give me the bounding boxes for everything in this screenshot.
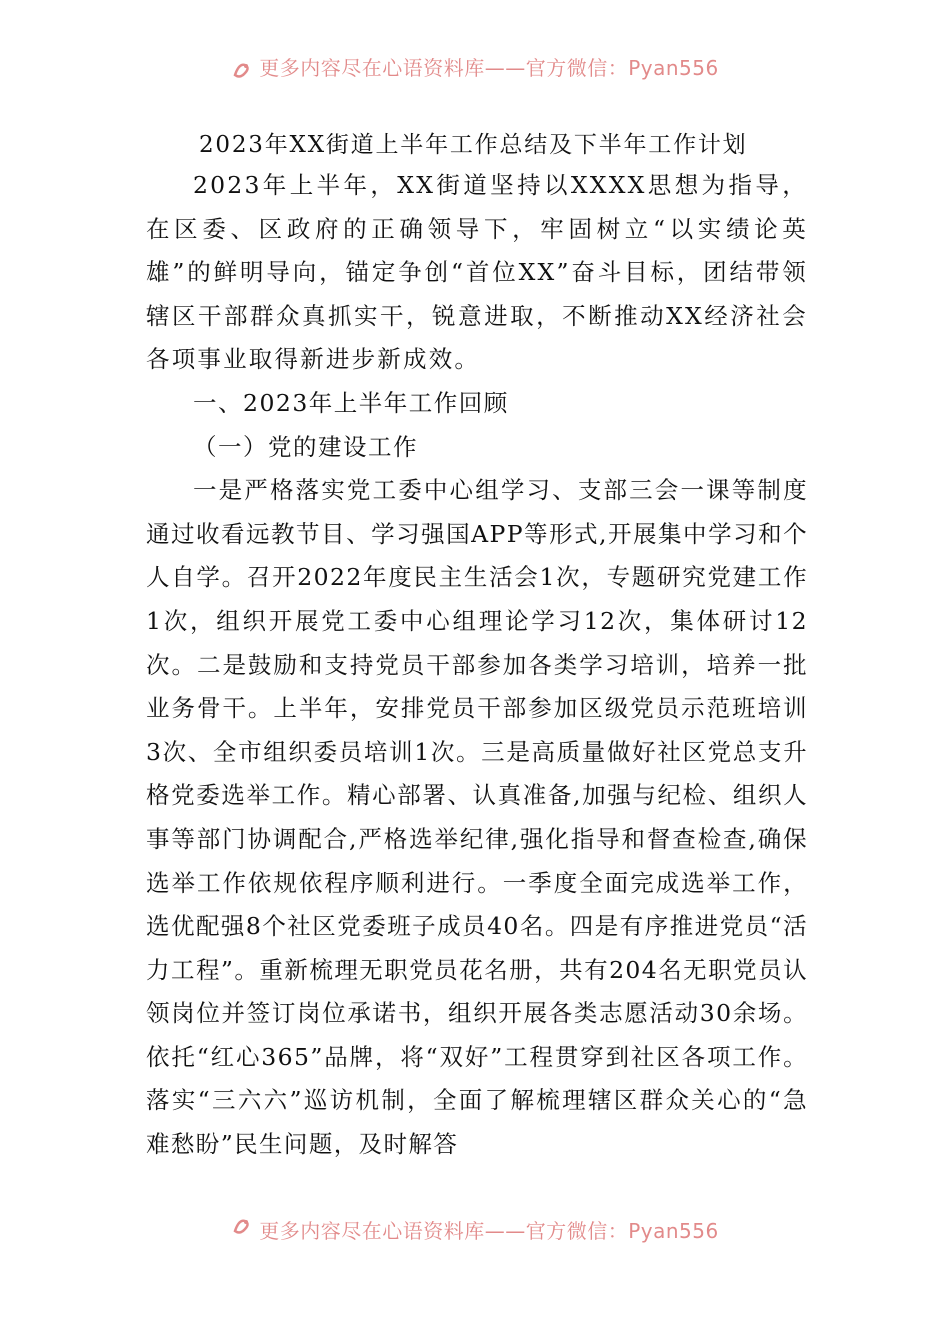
watermark-text: 更多内容尽在心语资料库——官方微信：Pyan556 xyxy=(259,55,719,80)
watermark-text: 更多内容尽在心语资料库——官方微信：Pyan556 xyxy=(259,1218,719,1243)
watermark-bottom xyxy=(0,1207,950,1243)
section-heading: 一、2023年上半年工作回顾 xyxy=(193,388,509,417)
body-paragraph: 一是严格落实党工委中心组学习、支部三会一课等制度通过收看远教节目、学习强国APP等形式,开展集中学习和个人自学。召开2022年度民主生活会1次，专题研究党建工作1次，组织开展党工委中心组理论学习12次，集体研讨12次。二是鼓励和支持党员干部参加各类学习培训，培养一批业务骨干。上半年，安排党员干部参加区级党员示范班培训3次、全市组织委员培训1次。三是高质量做好社区党总支升格党委选举工作。精心部署、认真准备,加强与纪检、组织人事等部门协调配合,严格选举纪律,强化指导和督查检查,确保选举工作依规依程序顺利进行。一季度全面完成选举工作，选优配强8个社区党委班子成员40名。四是有序推进党员“活力工程”。重新梳理无职党员花名册，共有204名无职党员认领岗位并签订岗位承诺书，组织开展各类志愿活动30余场。依托“红心365”品牌，将“双好”工程贯穿到社区各项工作。落实“三六六”巡访机制，全面了解梳理辖区群众关心的“急难愁盼”民生问题，及时解答 xyxy=(146,476,808,1159)
watermark-top xyxy=(0,55,950,88)
intro-paragraph: 2023年上半年，XX街道坚持以XXXX思想为指导，在区委、区政府的正确领导下，牢固树立“以实绩论英雄”的鲜明导向，锚定争创“首位XX”奋斗目标，团结带领辖区干部群众真抓实干，锐意进取，不断推动XX经济社会各项事业取得新进步新成效。 xyxy=(146,171,808,374)
watermark-logo-icon xyxy=(231,1215,253,1237)
document-title: 2023年XX街道上半年工作总结及下半年工作计划 xyxy=(199,132,748,158)
watermark-logo-icon xyxy=(231,59,253,81)
document-body xyxy=(146,126,808,1167)
subsection-heading: （一）党的建设工作 xyxy=(193,432,418,461)
